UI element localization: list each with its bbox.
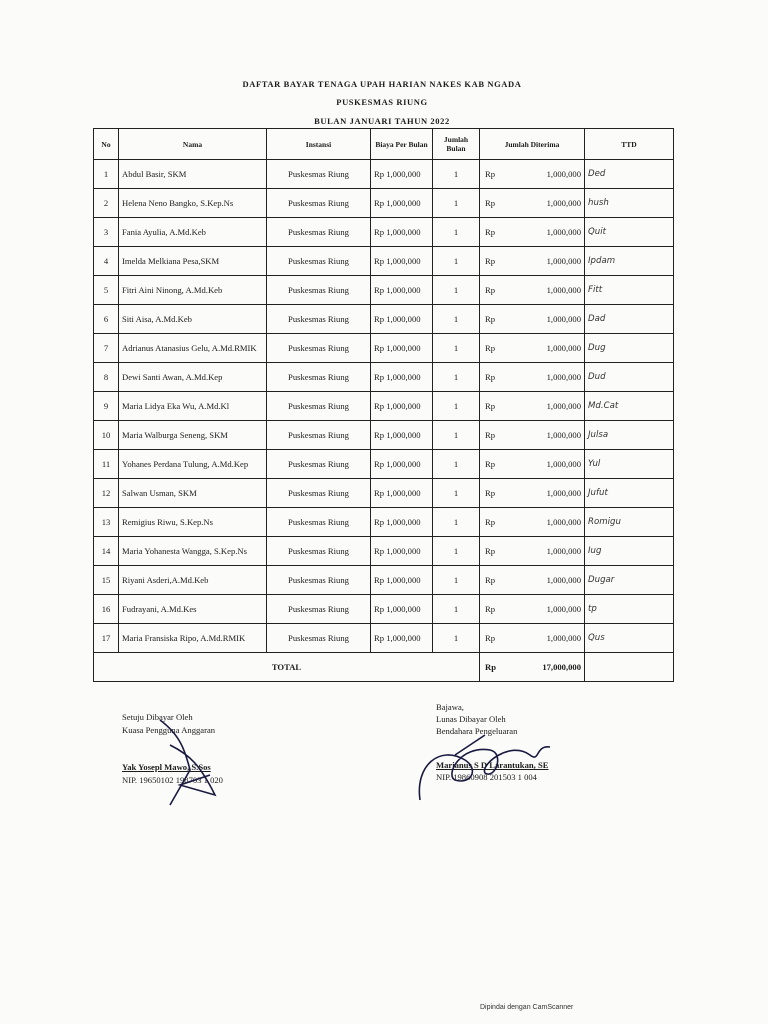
total-row: [94, 653, 674, 682]
row-biaya-rp: Rp: [374, 546, 385, 556]
row-diterima: [480, 247, 585, 276]
row-no: 10: [94, 421, 119, 450]
row-instansi: Puskesmas Riung: [267, 479, 371, 508]
row-biaya: [371, 363, 433, 392]
row-no: 11: [94, 450, 119, 479]
row-ttd-signature: Dad: [585, 305, 674, 334]
row-biaya-rp: Rp: [374, 459, 385, 469]
col-ttd: TTD: [585, 129, 674, 160]
row-no: 2: [94, 189, 119, 218]
treasurer-place: Bajawa,: [436, 702, 464, 712]
row-diterima-value: 1,000,000: [546, 227, 581, 237]
row-biaya-value: 1,000,000: [386, 517, 421, 527]
row-biaya: [371, 305, 433, 334]
row-instansi: Puskesmas Riung: [267, 450, 371, 479]
row-nama: Maria Walburga Seneng, SKM: [119, 421, 267, 450]
table-row: [94, 276, 674, 305]
approver-signature: [140, 715, 230, 810]
row-bulan: 1: [433, 537, 480, 566]
table-row: [94, 363, 674, 392]
table-row: [94, 479, 674, 508]
row-instansi: Puskesmas Riung: [267, 276, 371, 305]
row-bulan: 1: [433, 189, 480, 218]
row-nama: Maria Yohanesta Wangga, S.Kep.Ns: [119, 537, 267, 566]
row-bulan: 1: [433, 595, 480, 624]
col-instansi: Instansi: [267, 129, 371, 160]
row-diterima-rp: Rp: [485, 604, 496, 614]
row-bulan: 1: [433, 247, 480, 276]
row-diterima-rp: Rp: [485, 488, 496, 498]
table-row: [94, 508, 674, 537]
row-biaya: [371, 624, 433, 653]
row-ttd-signature: Fitt: [585, 276, 674, 305]
table-row: [94, 421, 674, 450]
row-diterima-rp: Rp: [485, 546, 496, 556]
row-biaya-value: 1,000,000: [386, 285, 421, 295]
row-biaya-rp: Rp: [374, 169, 385, 179]
row-diterima-rp: Rp: [485, 256, 496, 266]
table-row: [94, 334, 674, 363]
row-no: 8: [94, 363, 119, 392]
row-ttd-signature: Iug: [585, 537, 674, 566]
row-diterima-value: 1,000,000: [546, 372, 581, 382]
row-biaya: [371, 189, 433, 218]
approver-name: Yak Yosepl Mawo, S.Sos: [122, 762, 211, 772]
row-bulan: 1: [433, 566, 480, 595]
row-diterima-value: 1,000,000: [546, 517, 581, 527]
table-row: [94, 247, 674, 276]
total-label: TOTAL: [94, 653, 480, 682]
row-biaya-rp: Rp: [374, 198, 385, 208]
row-diterima: [480, 450, 585, 479]
row-no: 9: [94, 392, 119, 421]
row-diterima-value: 1,000,000: [546, 256, 581, 266]
row-biaya-value: 1,000,000: [386, 459, 421, 469]
table-row: [94, 189, 674, 218]
row-ttd-signature: Romigu: [585, 508, 674, 537]
row-no: 14: [94, 537, 119, 566]
row-diterima-value: 1,000,000: [546, 488, 581, 498]
row-diterima-value: 1,000,000: [546, 604, 581, 614]
table-row: [94, 160, 674, 189]
row-no: 6: [94, 305, 119, 334]
row-no: 13: [94, 508, 119, 537]
row-bulan: 1: [433, 305, 480, 334]
row-diterima-value: 1,000,000: [546, 401, 581, 411]
row-bulan: 1: [433, 421, 480, 450]
row-instansi: Puskesmas Riung: [267, 305, 371, 334]
row-biaya: [371, 276, 433, 305]
row-diterima: [480, 334, 585, 363]
row-diterima-rp: Rp: [485, 285, 496, 295]
document-subtitle: PUSKESMAS RIUNG: [336, 97, 428, 107]
row-nama: Helena Neno Bangko, S.Kep.Ns: [119, 189, 267, 218]
row-ttd-signature: Md.Cat: [585, 392, 674, 421]
row-instansi: Puskesmas Riung: [267, 160, 371, 189]
row-biaya: [371, 421, 433, 450]
row-biaya: [371, 479, 433, 508]
row-diterima-value: 1,000,000: [546, 575, 581, 585]
row-no: 12: [94, 479, 119, 508]
row-ttd-signature: hush: [585, 189, 674, 218]
row-biaya-value: 1,000,000: [386, 314, 421, 324]
row-no: 3: [94, 218, 119, 247]
row-biaya-rp: Rp: [374, 285, 385, 295]
row-diterima-value: 1,000,000: [546, 633, 581, 643]
row-diterima-rp: Rp: [485, 401, 496, 411]
row-instansi: Puskesmas Riung: [267, 595, 371, 624]
row-diterima-rp: Rp: [485, 314, 496, 324]
table-row: [94, 595, 674, 624]
total-amount: [480, 653, 585, 682]
row-diterima-rp: Rp: [485, 169, 496, 179]
row-bulan: 1: [433, 479, 480, 508]
row-biaya-value: 1,000,000: [386, 198, 421, 208]
row-biaya-value: 1,000,000: [386, 401, 421, 411]
row-ttd-signature: Dud: [585, 363, 674, 392]
row-instansi: Puskesmas Riung: [267, 189, 371, 218]
row-biaya-value: 1,000,000: [386, 169, 421, 179]
treasurer-signature: [410, 725, 560, 805]
row-ttd-signature: tp: [585, 595, 674, 624]
row-diterima: [480, 479, 585, 508]
row-instansi: Puskesmas Riung: [267, 363, 371, 392]
row-ttd-signature: Jufut: [585, 479, 674, 508]
row-no: 5: [94, 276, 119, 305]
document-period: BULAN JANUARI TAHUN 2022: [314, 116, 450, 126]
row-biaya-value: 1,000,000: [386, 430, 421, 440]
row-diterima: [480, 624, 585, 653]
total-empty-ttd: [585, 653, 674, 682]
scanner-footer: Dipindai dengan CamScanner: [480, 1004, 574, 1011]
col-nama: Nama: [119, 129, 267, 160]
row-biaya: [371, 566, 433, 595]
row-biaya: [371, 392, 433, 421]
row-biaya-value: 1,000,000: [386, 256, 421, 266]
row-diterima: [480, 189, 585, 218]
row-biaya-rp: Rp: [374, 488, 385, 498]
row-nama: Fudrayani, A.Md.Kes: [119, 595, 267, 624]
row-diterima-value: 1,000,000: [546, 285, 581, 295]
row-biaya: [371, 247, 433, 276]
row-nama: Dewi Santi Awan, A.Md.Kep: [119, 363, 267, 392]
row-biaya-rp: Rp: [374, 227, 385, 237]
table-header-row: [94, 129, 674, 160]
row-ttd-signature: Dug: [585, 334, 674, 363]
document-title: DAFTAR BAYAR TENAGA UPAH HARIAN NAKES KAB NGADA: [242, 79, 522, 89]
row-nama: Abdul Basir, SKM: [119, 160, 267, 189]
row-diterima-rp: Rp: [485, 198, 496, 208]
row-bulan: 1: [433, 624, 480, 653]
treasurer-line1: Lunas Dibayar Oleh: [436, 714, 506, 724]
row-diterima-rp: Rp: [485, 459, 496, 469]
row-nama: Adrianus Atanasius Gelu, A.Md.RMIK: [119, 334, 267, 363]
row-biaya: [371, 595, 433, 624]
row-bulan: 1: [433, 276, 480, 305]
row-diterima-value: 1,000,000: [546, 198, 581, 208]
row-no: 1: [94, 160, 119, 189]
row-biaya: [371, 160, 433, 189]
row-biaya-rp: Rp: [374, 256, 385, 266]
approver-line2: Kuasa Pengguna Anggaran: [122, 725, 216, 735]
col-no: No: [94, 129, 119, 160]
row-biaya-value: 1,000,000: [386, 372, 421, 382]
row-instansi: Puskesmas Riung: [267, 537, 371, 566]
row-diterima: [480, 508, 585, 537]
row-diterima: [480, 276, 585, 305]
row-biaya-rp: Rp: [374, 401, 385, 411]
row-diterima-rp: Rp: [485, 633, 496, 643]
row-nama: Siti Aisa, A.Md.Keb: [119, 305, 267, 334]
row-diterima-value: 1,000,000: [546, 169, 581, 179]
row-biaya: [371, 537, 433, 566]
row-biaya-value: 1,000,000: [386, 343, 421, 353]
row-diterima-rp: Rp: [485, 372, 496, 382]
row-diterima-rp: Rp: [485, 343, 496, 353]
row-biaya-value: 1,000,000: [386, 633, 421, 643]
row-ttd-signature: Dugar: [585, 566, 674, 595]
approver-line1: Setuju Dibayar Oleh: [122, 712, 193, 722]
row-biaya-value: 1,000,000: [386, 227, 421, 237]
treasurer-name: Marianus S D Larantukan, SE: [436, 760, 549, 770]
row-instansi: Puskesmas Riung: [267, 247, 371, 276]
row-biaya-value: 1,000,000: [386, 604, 421, 614]
row-nama: Yohanes Perdana Tulung, A.Md.Kep: [119, 450, 267, 479]
row-bulan: 1: [433, 392, 480, 421]
row-bulan: 1: [433, 508, 480, 537]
row-biaya-rp: Rp: [374, 633, 385, 643]
row-bulan: 1: [433, 334, 480, 363]
row-instansi: Puskesmas Riung: [267, 508, 371, 537]
row-instansi: Puskesmas Riung: [267, 624, 371, 653]
row-diterima-value: 1,000,000: [546, 343, 581, 353]
row-bulan: 1: [433, 218, 480, 247]
row-no: 4: [94, 247, 119, 276]
row-instansi: Puskesmas Riung: [267, 392, 371, 421]
total-rp: Rp: [485, 662, 496, 672]
table-row: [94, 566, 674, 595]
row-biaya-rp: Rp: [374, 314, 385, 324]
table-row: [94, 450, 674, 479]
row-biaya: [371, 334, 433, 363]
row-diterima-rp: Rp: [485, 430, 496, 440]
row-nama: Salwan Usman, SKM: [119, 479, 267, 508]
row-biaya: [371, 508, 433, 537]
row-diterima: [480, 160, 585, 189]
row-diterima: [480, 305, 585, 334]
row-diterima-value: 1,000,000: [546, 430, 581, 440]
row-diterima: [480, 566, 585, 595]
row-instansi: Puskesmas Riung: [267, 566, 371, 595]
row-diterima: [480, 392, 585, 421]
table-row: [94, 624, 674, 653]
row-no: 7: [94, 334, 119, 363]
row-no: 17: [94, 624, 119, 653]
table-row: [94, 305, 674, 334]
col-biaya: Biaya Per Bulan: [371, 129, 433, 160]
row-nama: Fania Ayulia, A.Md.Keb: [119, 218, 267, 247]
table-row: [94, 537, 674, 566]
total-value: 17,000,000: [542, 662, 581, 672]
row-ttd-signature: Ipdam: [585, 247, 674, 276]
row-diterima: [480, 537, 585, 566]
row-ttd-signature: Ded: [585, 160, 674, 189]
row-diterima-rp: Rp: [485, 575, 496, 585]
row-diterima: [480, 218, 585, 247]
row-diterima: [480, 595, 585, 624]
row-nama: Maria Lidya Eka Wu, A.Md.Kl: [119, 392, 267, 421]
row-nama: Fitri Aini Ninong, A.Md.Keb: [119, 276, 267, 305]
row-ttd-signature: Julsa: [585, 421, 674, 450]
row-bulan: 1: [433, 160, 480, 189]
row-diterima-value: 1,000,000: [546, 459, 581, 469]
row-biaya-value: 1,000,000: [386, 488, 421, 498]
row-biaya-rp: Rp: [374, 575, 385, 585]
row-instansi: Puskesmas Riung: [267, 421, 371, 450]
row-biaya-rp: Rp: [374, 604, 385, 614]
row-nama: Maria Fransiska Ripo, A.Md.RMIK: [119, 624, 267, 653]
row-diterima-value: 1,000,000: [546, 314, 581, 324]
row-nama: Imelda Melkiana Pesa,SKM: [119, 247, 267, 276]
row-no: 15: [94, 566, 119, 595]
row-diterima-value: 1,000,000: [546, 546, 581, 556]
row-ttd-signature: Yul: [585, 450, 674, 479]
treasurer-nip: NIP. 19860908 201503 1 004: [436, 772, 537, 782]
row-diterima: [480, 363, 585, 392]
row-biaya: [371, 450, 433, 479]
table-row: [94, 392, 674, 421]
row-biaya-value: 1,000,000: [386, 546, 421, 556]
approver-nip: NIP. 19650102 198703 1 020: [122, 775, 223, 785]
row-biaya: [371, 218, 433, 247]
row-instansi: Puskesmas Riung: [267, 218, 371, 247]
row-ttd-signature: Quit: [585, 218, 674, 247]
row-instansi: Puskesmas Riung: [267, 334, 371, 363]
row-biaya-rp: Rp: [374, 372, 385, 382]
row-ttd-signature: Qus: [585, 624, 674, 653]
row-diterima: [480, 421, 585, 450]
row-diterima-rp: Rp: [485, 227, 496, 237]
col-jumlah-bulan: Jumlah Bulan: [433, 129, 480, 160]
row-nama: Remigius Riwu, S.Kep.Ns: [119, 508, 267, 537]
payment-table: [93, 128, 674, 682]
row-diterima-rp: Rp: [485, 517, 496, 527]
table-row: [94, 218, 674, 247]
row-bulan: 1: [433, 450, 480, 479]
row-bulan: 1: [433, 363, 480, 392]
row-biaya-value: 1,000,000: [386, 575, 421, 585]
col-jumlah-diterima: Jumlah Diterima: [480, 129, 585, 160]
row-biaya-rp: Rp: [374, 517, 385, 527]
row-nama: Riyani Asderi,A.Md.Keb: [119, 566, 267, 595]
treasurer-line2: Bendahara Pengeluaran: [436, 726, 518, 736]
row-biaya-rp: Rp: [374, 430, 385, 440]
row-no: 16: [94, 595, 119, 624]
row-biaya-rp: Rp: [374, 343, 385, 353]
